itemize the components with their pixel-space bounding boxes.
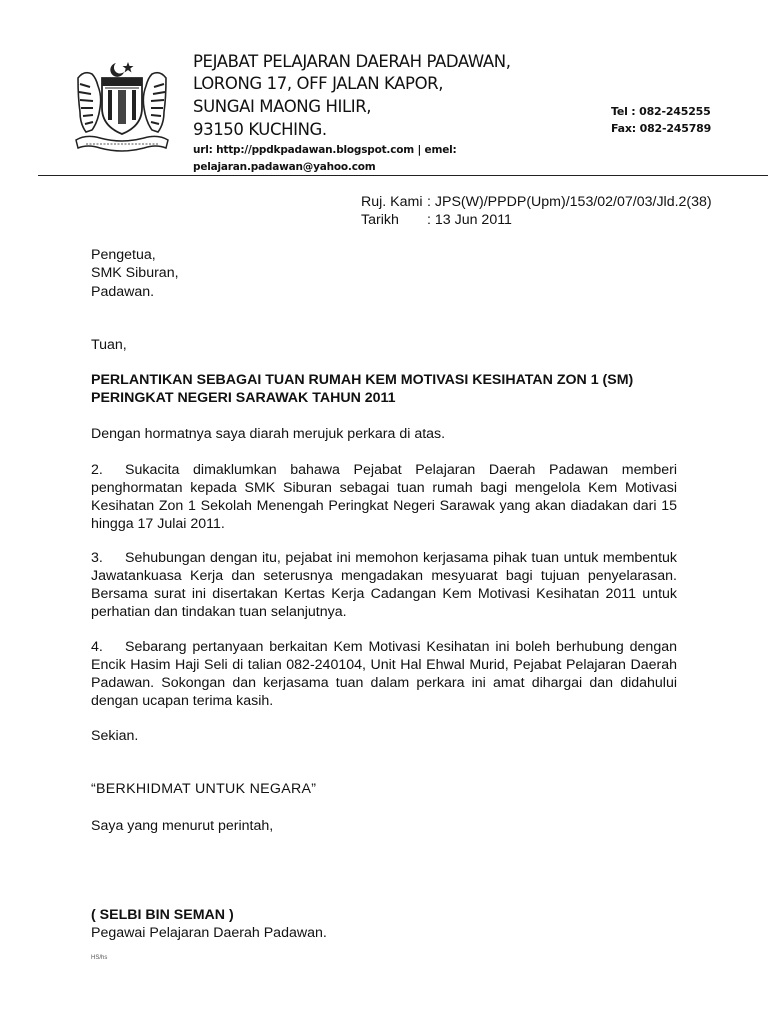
ruj-label: Ruj. Kami bbox=[361, 194, 423, 210]
paragraph-3 bbox=[91, 549, 677, 621]
reference-initials: HS/hs bbox=[91, 955, 108, 961]
tarikh-label: Tarikh bbox=[361, 212, 399, 228]
ruj-value: : JPS(W)/PPDP(Upm)/153/02/07/03/Jld.2(38) bbox=[427, 194, 712, 210]
recipient-location: Padawan. bbox=[91, 284, 155, 300]
address-line-street: LORONG 17, OFF JALAN KAPOR, bbox=[193, 74, 444, 93]
recipient-school: SMK Siburan, bbox=[91, 265, 179, 281]
fax: Fax: 082-245789 bbox=[611, 122, 712, 135]
subject-line-2: PERINGKAT NEGERI SARAWAK TAHUN 2011 bbox=[91, 390, 396, 406]
address-line-area: SUNGAI MAONG HILIR, bbox=[193, 97, 372, 116]
header-divider bbox=[38, 175, 768, 176]
coat-of-arms-logo bbox=[72, 60, 172, 156]
paragraph-1: Dengan hormatnya saya diarah merujuk perkara di atas. bbox=[91, 426, 446, 442]
paragraph-3-text: Sehubungan dengan itu, pejabat ini memohon kerjasama pihak tuan untuk membentuk Jawatankuasa Kerja dan seterusnya mengadakan mesyuarat bagi tujuan penyelarasan. Bersama surat ini disertakan Kertas Kerja Cadangan Kem Motivasi Kesihatan 2011 untuk perhatian dan tindakan tuan selanjutnya. bbox=[91, 550, 677, 620]
motto: “BERKHIDMAT UNTUK NEGARA” bbox=[91, 781, 317, 797]
reference-row bbox=[361, 193, 712, 211]
paragraph-2-number: 2. bbox=[91, 462, 103, 478]
paragraph-3-number: 3. bbox=[91, 550, 103, 566]
telephone: Tel : 082-245255 bbox=[611, 105, 711, 118]
email-line: pelajaran.padawan@yahoo.com bbox=[193, 161, 376, 173]
signatory-title: Pegawai Pelajaran Daerah Padawan. bbox=[91, 925, 327, 941]
recipient-title: Pengetua, bbox=[91, 247, 156, 263]
closing-sekian: Sekian. bbox=[91, 728, 139, 744]
date-row bbox=[361, 211, 712, 229]
salutation: Tuan, bbox=[91, 337, 127, 353]
paragraph-2 bbox=[91, 461, 677, 533]
office-name: PEJABAT PELAJARAN DAERAH PADAWAN, bbox=[193, 52, 511, 71]
reference-block bbox=[361, 193, 712, 229]
url-line: url: http://ppdkpadawan.blogspot.com | emel: bbox=[193, 144, 457, 156]
paragraph-4 bbox=[91, 638, 677, 710]
paragraph-2-text: Sukacita dimaklumkan bahawa Pejabat Pelajaran Daerah Padawan memberi penghormatan kepada SMK Siburan sebagai tuan rumah bagi mengelola Kem Motivasi Kesihatan Zon 1 Sekolah Menengah Peringkat Negeri Sarawak yang akan diadakan dari 15 hingga 17 Julai 2011. bbox=[91, 462, 677, 532]
signatory-name: ( SELBI BIN SEMAN ) bbox=[91, 907, 234, 923]
tarikh-value: : 13 Jun 2011 bbox=[427, 212, 512, 228]
sign-off: Saya yang menurut perintah, bbox=[91, 818, 274, 834]
paragraph-4-text: Sebarang pertanyaan berkaitan Kem Motivasi Kesihatan ini boleh berhubung dengan Encik Hasim Haji Seli di talian 082-240104, Unit Hal Ehwal Murid, Pejabat Pelajaran Daerah Padawan. Sokongan dan kerjasama tuan dalam perkara ini amat dihargai dan didahului dengan ucapan terima kasih. bbox=[91, 639, 677, 709]
subject-line-1: PERLANTIKAN SEBAGAI TUAN RUMAH KEM MOTIVASI KESIHATAN ZON 1 (SM) bbox=[91, 372, 634, 388]
paragraph-4-number: 4. bbox=[91, 639, 103, 655]
address-line-postcode: 93150 KUCHING. bbox=[193, 120, 327, 139]
